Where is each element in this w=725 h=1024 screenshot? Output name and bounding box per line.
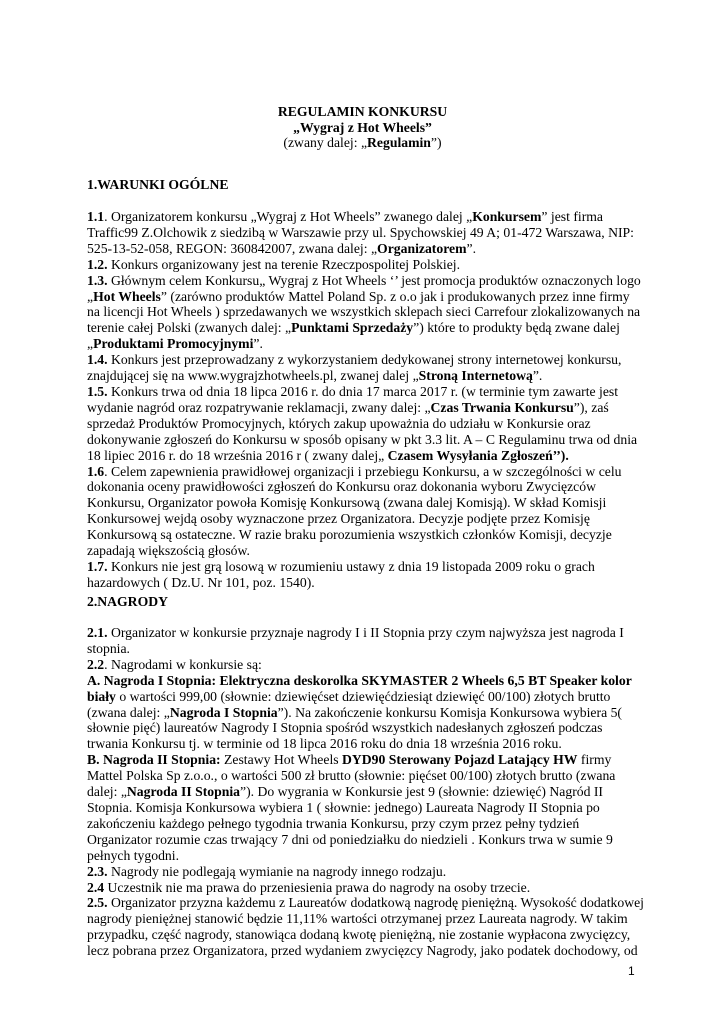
paragraph-prize-b: B. Nagroda II Stopnia: Zestawy Hot Wheels DYD90 Sterowany Pojazd Latający HW firmy Mattel Polska Sp z.o.o., o wartości 500 zł brutto (słownie: pięćset 00/100) złotych brutto (zwana dalej: „Nagroda II Stopnia”). Do wygrania w Konkursie jest 9 (słownie: dziewięć) Nagród II Stopnia. Komisja Konkursowa wybiera 1 ( słownie: jednego) Laureata Nagrody II Stopnia po zakończeniu każdego pełnego tygodnia trwania Konkursu, przy czym przez pełny tydzień Organizator rozumie czas trwający 7 dni od poniedziałku do niedzieli . Konkurs trwa w sumie 9 pełnych tygodni. [87,752,616,863]
document-title: REGULAMIN KONKURSU [277,104,448,119]
section-1-body [87,209,644,591]
paragraph-1-3: 1.3. Głównym celem Konkursu„ Wygraj z Hot Wheels ‘’ jest promocja produktów oznaczonych logo „Hot Wheels” (zarówno produktów Mattel Poland Sp. z o.o jak i produkowanych przez inne firmy na licencji Hot Wheels ) sprzedawanych we wszystkich sklepach sieci Carrefour zlokalizowanych na terenie całej Polski (zwanych dalej: „Punktami Sprzedaży”) które to produkty będą zwane dalej „Produktami Promocyjnymi”. [87,272,641,352]
paragraph-1-6: 1.6. Celem zapewnienia prawidłowej organizacji i przebiegu Konkursu, a w szczególności w celu dokonania oceny prawidłowości zgłoszeń do Konkursu oraz dokonania wyboru Zwycięzców Konkursu, Organizator powoła Komisję Konkursową (zwana dalej Komisją). W skład Komisji Konkursowej wejdą osoby wyznaczone przez Organizatora. Decyzje podjęte przez Komisję Konkursową są ostateczne. W razie braku porozumienia wszystkich członków Komisji, decyzje zapadają większością głosów. [87,463,622,559]
paragraph-1-2: 1.2. Konkurs organizowany jest na terenie Rzeczpospolitej Polskiej. [87,256,461,272]
paragraph-2-5: 2.5. Organizator przyzna każdemu z Laureatów dodatkową nagrodę pieniężną. Wysokość dodatkowej nagrody pieniężnej stanowić będzie 11,11% wartości otrzymanej przez Laureata nagrody. W takim przypadku, część nagrody, stanowiąca dodaną kwotę pieniężną, nie zostanie wypłacona zwycięzcy, lecz pobrana przez Organizatora, przed wydaniem zwycięzcy Nagrody, jako podatek dochodowy, od [87,895,644,959]
document-header [0,104,725,151]
paragraph-2-4: 2.4 Uczestnik nie ma prawa do przeniesienia prawa do nagrody na osoby trzecie. [87,879,531,895]
paragraph-2-1: 2.1. Organizator w konkursie przyznaje nagrody I i II Stopnia przy czym najwyższa jest nagroda I stopnia. [87,625,624,656]
document-alias: (zwany dalej: „Regulamin”) [283,135,442,151]
paragraph-1-7: 1.7. Konkurs nie jest grą losową w rozumieniu ustawy z dnia 19 listopada 2009 roku o grach hazardowych ( Dz.U. Nr 101, poz. 1540). [87,558,595,590]
paragraph-1-4: 1.4. Konkurs jest przeprowadzany z wykorzystaniem dedykowanej strony internetowej konkursu, znajdującej się na www.wygrajzhotwheels.pl, zwanej dalej „Stroną Internetową”. [87,352,622,384]
section-2-heading: 2.NAGRODY [87,594,168,609]
paragraph-1-1: 1.1. Organizatorem konkursu „Wygraj z Hot Wheels” zwanego dalej „Konkursem” jest firma Traffic99 Z.Olchowik z siedzibą w Warszawie przy ul. Spychowskiej 49 A; 01-472 Warszawa, NIP: 525-13-52-058, REGON: 360842007, zwana dalej: „Organizatorem”. [87,209,634,256]
paragraph-2-3: 2.3. Nagrody nie podlegają wymianie na nagrody innego rodzaju. [87,863,447,879]
paragraph-2-2: 2.2. Nagrodami w konkursie są: [87,656,262,672]
document-subtitle: „Wygraj z Hot Wheels” [293,119,432,135]
page-number: 1 [628,964,635,978]
section-1-heading: 1.WARUNKI OGÓLNE [87,177,229,192]
paragraph-1-5: 1.5. Konkurs trwa od dnia 18 lipca 2016 r. do dnia 17 marca 2017 r. (w terminie tym zawarte jest wydanie nagród oraz rozpatrywanie reklamacji, zwany dalej: „Czas Trwania Konkursu”), zaś sprzedaż Produktów Promocyjnych, których zakup upoważnia do udziału w Konkursie oraz dokonywanie zgłoszeń do Konkursu w sposób opisany w pkt 3.3 lit. A – C Regulaminu trwa od dnia 18 lipiec 2016 r. do 18 września 2016 r ( zwany dalej„ Czasem Wysyłania Zgłoszeń’’). [87,383,638,463]
section-2-body [87,625,644,959]
paragraph-prize-a: A. Nagroda I Stopnia: Elektryczna deskorolka SKYMASTER 2 Wheels 6,5 BT Speaker kolor biały o wartości 999,00 (słownie: dziewięćset dziewięćdziesiąt dziewięć 00/100) złotych brutto (zwana dalej: „Nagroda I Stopnia”). Na zakończenie konkursu Komisja Konkursowa wybiera 5( słownie pięć) laureatów Nagrody I Stopnia spośród wszystkich nadesłanych zgłoszeń podczas trwania Konkursu tj. w terminie od 18 lipca 2016 roku do dnia 18 września 2016 roku. [87,672,632,752]
